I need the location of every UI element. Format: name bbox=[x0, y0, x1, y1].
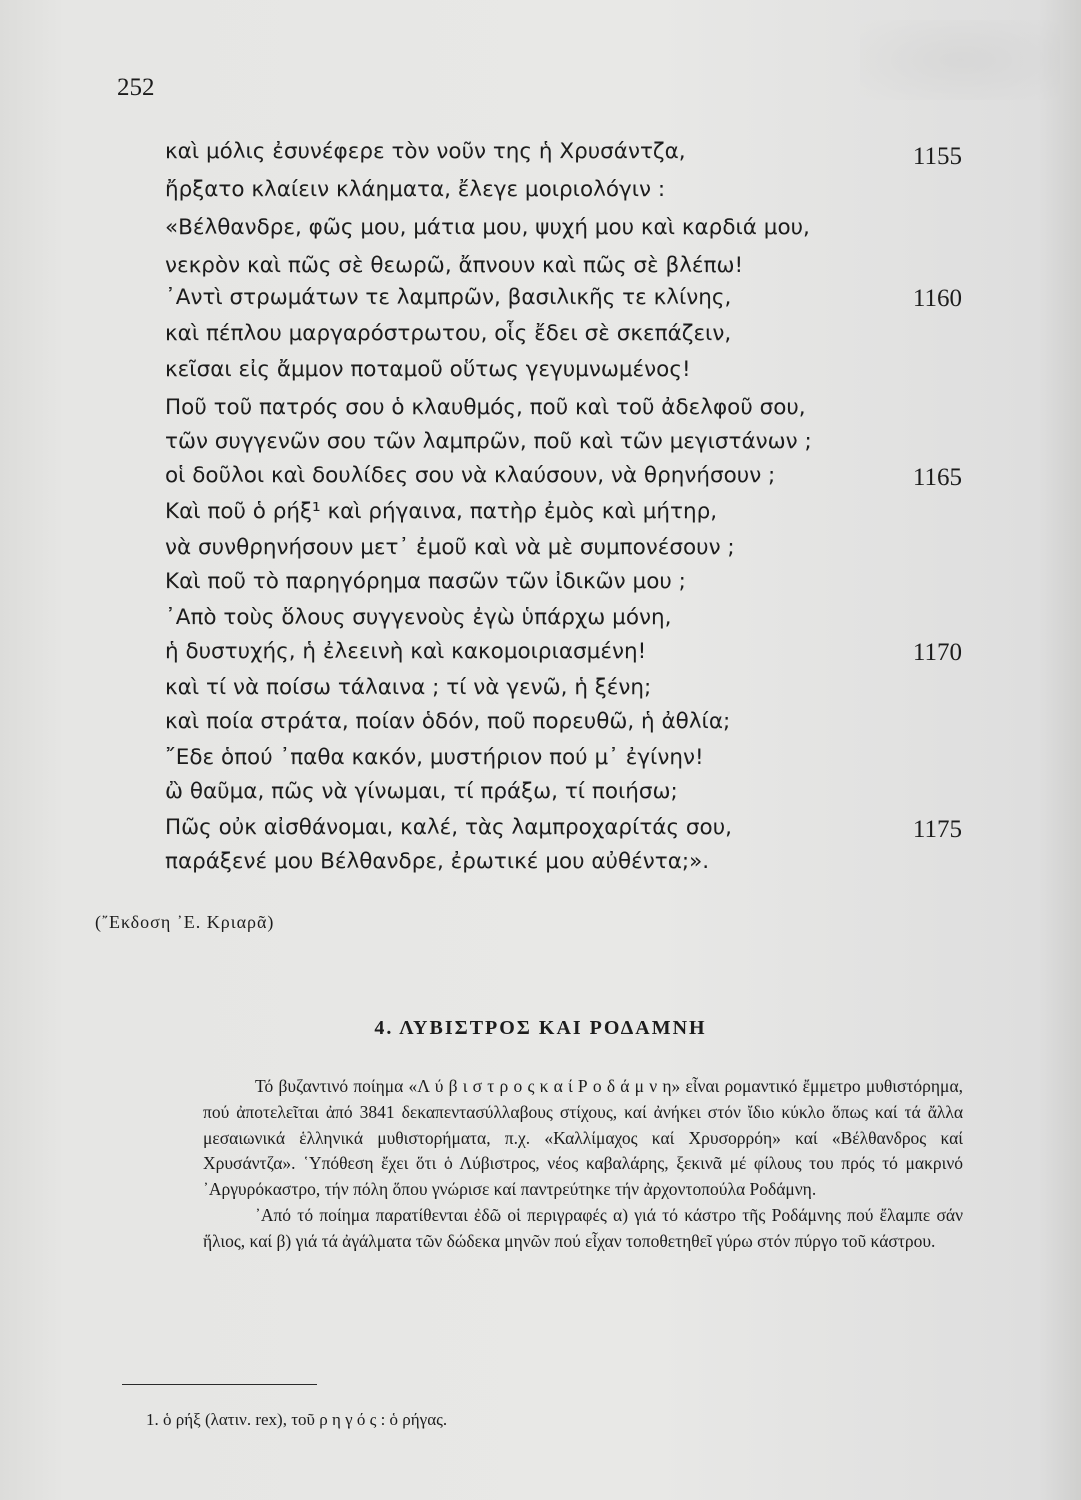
verse-line: παράξενέ μου Βέλθανδρε, ἐρωτικέ μου αὐθέντα;». bbox=[165, 849, 710, 874]
verse-line: κεῖσαι εἰς ἄμμον ποταμοῦ οὕτως γεγυμνωμένος! bbox=[165, 357, 691, 382]
verse-line: ἡ δυστυχής, ἡ ἐλεεινὴ καὶ κακομοιριασμένη! bbox=[165, 639, 647, 664]
footnote: 1. ὁ ρήξ (λατιν. rex), τοῦ ρ η γ ό ς : ὁ ρήγας. bbox=[146, 1410, 448, 1429]
verse-line: καὶ ποία στράτα, ποίαν ὁδόν, ποῦ πορευθῶ, ἡ ἀθλία; bbox=[165, 709, 731, 734]
verse-line: ἤρξατο κλαίειν κλάηματα, ἔλεγε μοιριολόγιν : bbox=[165, 177, 666, 202]
verse-line: οἱ δοῦλοι καὶ δουλίδες σου νὰ κλαύσουν, νὰ θρηνήσουν ; bbox=[165, 463, 776, 488]
verse-number: 1175 bbox=[912, 816, 962, 843]
verse-line: «Βέλθανδρε, φῶς μου, μάτια μου, ψυχή μου καὶ καρδιά μου, bbox=[165, 215, 810, 240]
verse-line: τῶν συγγενῶν σου τῶν λαμπρῶν, ποῦ καὶ τῶν μεγιστάνων ; bbox=[165, 429, 812, 454]
verse-line: Καὶ ποῦ τὸ παρηγόρημα πασῶν τῶν ἰδικῶν μου ; bbox=[165, 569, 686, 594]
verse-line: καὶ μόλις ἐσυνέφερε τὸν νοῦν της ἡ Χρυσάντζα, bbox=[165, 139, 686, 164]
verse-line: καὶ πέπλου μαργαρόστρωτου, οἷς ἔδει σὲ σκεπάζειν, bbox=[165, 321, 732, 346]
show-through-shadow bbox=[860, 20, 1060, 100]
verse-line: ῎Εδε ὁπού ᾿παθα κακόν, μυστήριον πού μ᾿ ἐγίνην! bbox=[165, 745, 704, 770]
page-number: 252 bbox=[117, 74, 155, 101]
verse-number: 1170 bbox=[912, 639, 962, 666]
section-heading: 4. ΛΥΒΙΣΤΡΟΣ ΚΑΙ ΡΟΔΑΜΝΗ bbox=[374, 1017, 707, 1039]
intro-text bbox=[203, 1074, 963, 1255]
verse-number: 1155 bbox=[912, 143, 962, 170]
verse-line: καὶ τί νὰ ποίσω τάλαινα ; τί νὰ γενῶ, ἡ ξένη; bbox=[165, 675, 652, 700]
verse-number: 1165 bbox=[912, 464, 962, 491]
verse-line: Καὶ ποῦ ὁ ρήξ¹ καὶ ρήγαινα, πατὴρ ἐμὸς καὶ μήτηρ, bbox=[165, 499, 718, 524]
verse-line: Πῶς οὐκ αἰσθάνομαι, καλέ, τὰς λαμπροχαρίτάς σου, bbox=[165, 815, 732, 840]
paragraph: ᾿Από τό ποίημα παρατίθενται ἐδῶ οἱ περιγραφές α) γιά τό κάστρο τῆς Ροδάμνης πού ἔλαμπε σάν ἥλιος, καί β) γιά τά ἀγάλματα τῶν δώδεκα μηνῶν πού εἶχαν τοποθετηθεῖ γύρω στόν πύργο τοῦ κάστρου. bbox=[203, 1204, 963, 1251]
verse-number: 1160 bbox=[912, 285, 962, 312]
footnote-divider bbox=[122, 1384, 317, 1385]
edition-note: (῎Εκδοση ᾿Ε. Κριαρᾶ) bbox=[95, 912, 275, 932]
paragraph: Τό βυζαντινό ποίημα «Λ ύ β ι σ τ ρ ο ς κ α ί Ρ ο δ ά μ ν η» εἶναι ρομαντικό ἔμμετρο μυθιστόρημα, πού ἀποτελεῖται ἀπό 3841 δεκαπεντασύλλαβους στίχους, καί ἀνήκει στόν ἴδιο κύκλο ὅπως καί τά ἄλλα μεσαιωνικά ἑλληνικά μυθιστορήματα, π.χ. «Καλλίμαχος καί Χρυσορρόη» καί «Βέλθανδρος καί Χρυσάντζα». ῾Υπόθεση ἔχει ὅτι ὁ Λύβιστρος, νέος καβαλάρης, ξεκινᾶ μέ φίλους του πρός τό μακρινό ᾿Αργυρόκαστρο, τήν πόλη ὅπου γνώρισε καί παντρεύτηκε τήν ἀρχοντοπούλα Ροδάμνη. bbox=[203, 1076, 963, 1200]
verse-line: ᾿Αντὶ στρωμάτων τε λαμπρῶν, βασιλικῆς τε κλίνης, bbox=[165, 285, 732, 310]
verse-line: νὰ συνθρηνήσουν μετ᾿ ἐμοῦ καὶ νὰ μὲ συμπονέσουν ; bbox=[165, 535, 735, 560]
verse-line: ὢ θαῦμα, πῶς νὰ γίνωμαι, τί πράξω, τί ποιήσω; bbox=[165, 779, 678, 804]
verse-line: νεκρὸν καὶ πῶς σὲ θεωρῶ, ἄπνουν καὶ πῶς σὲ βλέπω! bbox=[165, 253, 744, 278]
verse-line: Ποῦ τοῦ πατρός σου ὁ κλαυθμός, ποῦ καὶ τοῦ ἀδελφοῦ σου, bbox=[165, 395, 806, 420]
verse-line: ᾿Απὸ τοὺς ὅλους συγγενοὺς ἐγὼ ὑπάρχω μόνη, bbox=[165, 605, 672, 630]
